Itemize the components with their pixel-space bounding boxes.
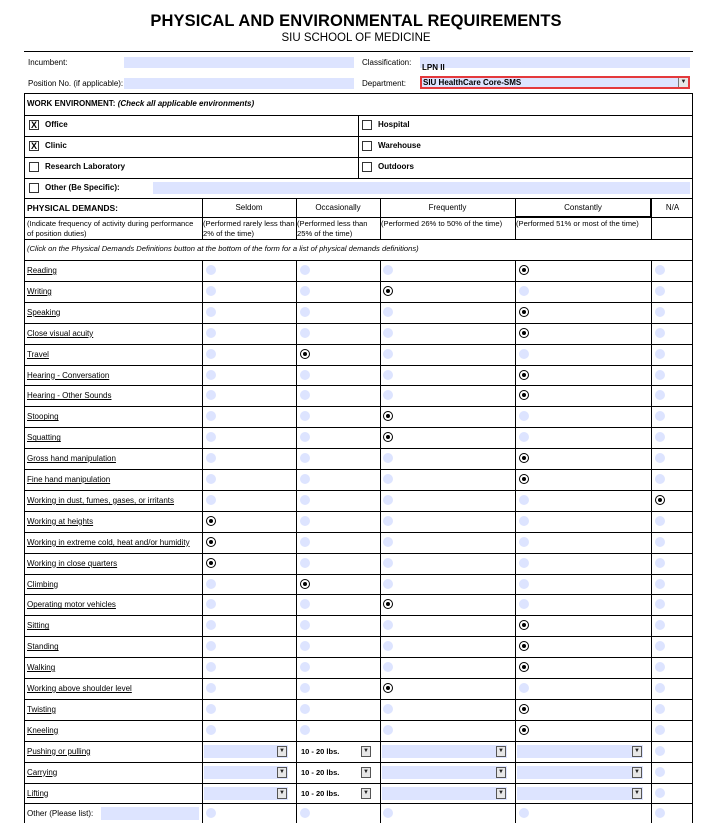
radio-seldom[interactable] xyxy=(206,537,216,547)
radio-na[interactable] xyxy=(655,641,665,651)
row-label: Close visual acuity xyxy=(27,328,94,338)
radio-frequently[interactable] xyxy=(383,495,393,505)
row-divider xyxy=(25,803,692,804)
row-label: Working in extreme cold, heat and/or humidity xyxy=(27,537,190,547)
checkbox-office[interactable]: X xyxy=(30,120,37,130)
row-divider xyxy=(25,678,692,679)
column-note: (Performed 26% to 50% of the time) xyxy=(381,219,503,228)
column-divider xyxy=(515,260,516,823)
requirements-grid xyxy=(24,93,693,823)
row-label: Pushing or pulling xyxy=(27,746,91,756)
chevron-down-icon[interactable]: ▼ xyxy=(361,788,371,799)
indicate-note: (Indicate frequency of activity during performance of position duties) xyxy=(27,219,194,238)
radio-frequently[interactable] xyxy=(383,537,393,547)
row-label: Squatting xyxy=(27,433,61,443)
radio-constantly[interactable] xyxy=(519,474,529,484)
classification-label: Classification: xyxy=(362,58,412,67)
radio-na[interactable] xyxy=(655,453,665,463)
radio-na[interactable] xyxy=(655,704,665,714)
row-label: Travel xyxy=(27,349,49,359)
chevron-down-icon[interactable]: ▼ xyxy=(632,788,642,799)
column-header-na: N/A xyxy=(665,203,680,212)
radio-na[interactable] xyxy=(655,579,665,589)
env-label: Hospital xyxy=(378,120,410,129)
radio-occasionally[interactable] xyxy=(300,599,310,609)
radio-na[interactable] xyxy=(655,725,665,735)
row-label: Twisting xyxy=(27,704,56,714)
radio-seldom[interactable] xyxy=(206,579,216,589)
row-divider xyxy=(25,657,692,658)
row-divider xyxy=(25,783,692,784)
row-divider xyxy=(25,490,692,491)
radio-constantly[interactable] xyxy=(519,286,529,296)
radio-na[interactable] xyxy=(655,788,665,798)
radio-frequently[interactable] xyxy=(383,683,393,693)
radio-constantly[interactable] xyxy=(519,620,529,630)
incumbent-label: Incumbent: xyxy=(28,58,68,67)
chevron-down-icon[interactable]: ▼ xyxy=(632,746,642,757)
chevron-down-icon[interactable]: ▼ xyxy=(496,788,506,799)
row-divider xyxy=(25,281,692,282)
radio-occasionally[interactable] xyxy=(300,620,310,630)
weight-select-frequently[interactable] xyxy=(382,745,507,758)
row-divider xyxy=(25,178,692,179)
radio-na[interactable] xyxy=(655,662,665,672)
radio-na[interactable] xyxy=(655,746,665,756)
radio-seldom[interactable] xyxy=(206,265,216,275)
row-divider xyxy=(25,594,692,595)
radio-constantly[interactable] xyxy=(519,390,529,400)
radio-na[interactable] xyxy=(655,411,665,421)
row-label: Speaking xyxy=(27,307,61,317)
radio-seldom[interactable] xyxy=(206,328,216,338)
radio-constantly[interactable] xyxy=(519,662,529,672)
radio-constantly[interactable] xyxy=(519,307,529,317)
row-label: Walking xyxy=(27,663,56,673)
row-label: Standing xyxy=(27,642,59,652)
row-divider xyxy=(25,448,692,449)
weight-select-seldom[interactable] xyxy=(204,745,288,758)
row-label: Working above shoulder level xyxy=(27,684,132,693)
radio-occasionally[interactable] xyxy=(300,558,310,568)
weight-select-constantly[interactable] xyxy=(517,787,643,800)
radio-constantly[interactable] xyxy=(519,411,529,421)
weight-select-seldom[interactable] xyxy=(204,766,288,779)
radio-seldom[interactable] xyxy=(206,370,216,380)
column-divider xyxy=(651,260,652,823)
column-header-frequently: Frequently xyxy=(428,203,467,212)
column-header-constantly: Constantly xyxy=(564,203,602,212)
radio-occasionally[interactable] xyxy=(300,286,310,296)
radio-na[interactable] xyxy=(655,474,665,484)
row-divider xyxy=(25,636,692,637)
form-subtitle: SIU SCHOOL OF MEDICINE xyxy=(281,32,431,44)
row-divider xyxy=(25,217,692,218)
position-field[interactable] xyxy=(124,78,354,89)
radio-constantly[interactable] xyxy=(519,265,529,275)
radio-na[interactable] xyxy=(655,370,665,380)
column-divider xyxy=(296,260,297,823)
radio-occasionally[interactable] xyxy=(300,704,310,714)
radio-seldom[interactable] xyxy=(206,307,216,317)
radio-constantly[interactable] xyxy=(519,641,529,651)
radio-occasionally[interactable] xyxy=(300,725,310,735)
radio-constantly[interactable] xyxy=(519,683,529,693)
column-note: (Performed 51% or most of the time) xyxy=(516,219,639,228)
row-divider xyxy=(25,260,692,261)
row-label: Gross hand manipulation xyxy=(27,454,116,464)
radio-frequently[interactable] xyxy=(383,370,393,380)
chevron-down-icon[interactable]: ▼ xyxy=(277,746,287,757)
radio-occasionally[interactable] xyxy=(300,265,310,275)
radio-occasionally[interactable] xyxy=(300,662,310,672)
row-label: Hearing - Conversation xyxy=(27,370,110,380)
radio-occasionally[interactable] xyxy=(300,516,310,526)
radio-frequently[interactable] xyxy=(383,286,393,296)
physical-demands-heading: PHYSICAL DEMANDS: xyxy=(27,203,118,213)
chevron-down-icon[interactable]: ▼ xyxy=(496,767,506,778)
definitions-note: (Click on the Physical Demands Definitions button at the bottom of the form for a list of physical demands definitions) xyxy=(27,244,419,253)
radio-na[interactable] xyxy=(655,432,665,442)
checkbox-other-be-specific[interactable] xyxy=(29,183,39,193)
radio-constantly[interactable] xyxy=(519,516,529,526)
env-label: Clinic xyxy=(45,141,67,150)
radio-constantly[interactable] xyxy=(519,599,529,609)
row-label: Stooping xyxy=(27,412,59,422)
radio-occasionally[interactable] xyxy=(300,411,310,421)
radio-na[interactable] xyxy=(655,516,665,526)
radio-other-frequently[interactable] xyxy=(383,808,393,818)
row-label: Fine hand manipulation xyxy=(27,475,111,484)
radio-seldom[interactable] xyxy=(206,704,216,714)
row-label: Carrying xyxy=(27,767,58,777)
radio-frequently[interactable] xyxy=(383,704,393,714)
radio-occasionally[interactable] xyxy=(300,349,310,359)
radio-occasionally[interactable] xyxy=(300,370,310,380)
checkbox-outdoors[interactable] xyxy=(362,162,372,172)
row-divider xyxy=(25,699,692,700)
radio-na[interactable] xyxy=(655,328,665,338)
weight-select-seldom[interactable] xyxy=(204,787,288,800)
radio-na[interactable] xyxy=(655,390,665,400)
row-label: Sitting xyxy=(27,621,50,631)
row-label: Lifting xyxy=(27,788,49,798)
row-divider xyxy=(25,762,692,763)
radio-seldom[interactable] xyxy=(206,453,216,463)
row-divider xyxy=(25,615,692,616)
classification-field[interactable] xyxy=(420,57,690,72)
radio-other-seldom[interactable] xyxy=(206,808,216,818)
column-divider xyxy=(202,260,203,823)
chevron-down-icon[interactable]: ▼ xyxy=(361,767,371,778)
row-label: Kneeling xyxy=(27,725,59,735)
row-divider xyxy=(25,385,692,386)
radio-occasionally[interactable] xyxy=(300,537,310,547)
radio-constantly[interactable] xyxy=(519,432,529,442)
radio-constantly[interactable] xyxy=(519,537,529,547)
checkbox-research-laboratory[interactable] xyxy=(29,162,39,172)
department-label: Department: xyxy=(362,79,407,88)
other-list-label: Other (Please list): xyxy=(27,809,94,819)
row-divider xyxy=(25,302,692,303)
row-label: Hearing - Other Sounds xyxy=(27,391,112,401)
radio-constantly[interactable] xyxy=(519,328,529,338)
chevron-down-icon[interactable]: ▼ xyxy=(678,78,688,87)
radio-seldom[interactable] xyxy=(206,411,216,421)
column-header-occasionally: Occasionally xyxy=(315,203,361,212)
radio-seldom[interactable] xyxy=(206,725,216,735)
env-label: Other (Be Specific): xyxy=(45,183,120,192)
row-divider xyxy=(25,406,692,407)
row-divider xyxy=(25,365,692,366)
radio-frequently[interactable] xyxy=(383,662,393,672)
env-label: Outdoors xyxy=(378,162,414,171)
column-divider xyxy=(358,115,359,178)
radio-frequently[interactable] xyxy=(383,432,393,442)
radio-constantly[interactable] xyxy=(519,453,529,463)
radio-frequently[interactable] xyxy=(383,307,393,317)
row-divider xyxy=(25,532,692,533)
radio-frequently[interactable] xyxy=(383,453,393,463)
row-divider xyxy=(25,553,692,554)
radio-na[interactable] xyxy=(655,495,665,505)
radio-seldom[interactable] xyxy=(206,599,216,609)
env-label: Warehouse xyxy=(378,141,421,150)
row-divider xyxy=(25,469,692,470)
radio-occasionally[interactable] xyxy=(300,328,310,338)
radio-seldom[interactable] xyxy=(206,516,216,526)
chevron-down-icon[interactable]: ▼ xyxy=(361,746,371,757)
radio-constantly[interactable] xyxy=(519,704,529,714)
radio-frequently[interactable] xyxy=(383,328,393,338)
radio-occasionally[interactable] xyxy=(300,683,310,693)
row-label: Working in dust, fumes, gases, or irritants xyxy=(27,495,175,505)
radio-frequently[interactable] xyxy=(383,641,393,651)
checkbox-warehouse[interactable] xyxy=(362,141,372,151)
radio-frequently[interactable] xyxy=(383,474,393,484)
department-select[interactable] xyxy=(420,76,690,89)
row-divider xyxy=(25,239,692,240)
classification-value: LPN II xyxy=(422,63,445,72)
radio-frequently[interactable] xyxy=(383,411,393,421)
row-divider xyxy=(25,323,692,324)
radio-frequently[interactable] xyxy=(383,579,393,589)
position-label: Position No. (if applicable): xyxy=(28,79,124,88)
radio-constantly[interactable] xyxy=(519,558,529,568)
env-label: Office xyxy=(45,120,68,129)
row-divider xyxy=(25,344,692,345)
incumbent-field[interactable] xyxy=(124,57,354,68)
chevron-down-icon[interactable]: ▼ xyxy=(496,746,506,757)
radio-occasionally[interactable] xyxy=(300,390,310,400)
other-list-field[interactable] xyxy=(101,807,199,820)
radio-frequently[interactable] xyxy=(383,558,393,568)
row-label: Working in close quarters xyxy=(27,558,118,568)
radio-other-na[interactable] xyxy=(655,808,665,818)
column-note: (Performed rarely less than 2% of the time) xyxy=(203,219,295,238)
radio-seldom[interactable] xyxy=(206,390,216,400)
radio-frequently[interactable] xyxy=(383,349,393,359)
radio-other-occasionally[interactable] xyxy=(300,808,310,818)
radio-occasionally[interactable] xyxy=(300,641,310,651)
radio-seldom[interactable] xyxy=(206,432,216,442)
radio-constantly[interactable] xyxy=(519,579,529,589)
weight-select-frequently[interactable] xyxy=(382,766,507,779)
radio-na[interactable] xyxy=(655,265,665,275)
radio-frequently[interactable] xyxy=(383,265,393,275)
weight-select-occasionally[interactable]: 10 - 20 lbs. ▼ xyxy=(298,745,372,758)
radio-frequently[interactable] xyxy=(383,599,393,609)
weight-select-occasionally[interactable]: 10 - 20 lbs. ▼ xyxy=(298,787,372,800)
radio-occasionally[interactable] xyxy=(300,579,310,589)
chevron-down-icon[interactable]: ▼ xyxy=(277,788,287,799)
radio-seldom[interactable] xyxy=(206,474,216,484)
radio-other-constantly[interactable] xyxy=(519,808,529,818)
radio-seldom[interactable] xyxy=(206,620,216,630)
row-label: Operating motor vehicles xyxy=(27,600,116,610)
radio-occasionally[interactable] xyxy=(300,432,310,442)
radio-na[interactable] xyxy=(655,537,665,547)
row-divider xyxy=(25,511,692,512)
row-label: Climbing xyxy=(27,579,59,589)
radio-occasionally[interactable] xyxy=(300,453,310,463)
radio-constantly[interactable] xyxy=(519,349,529,359)
radio-na[interactable] xyxy=(655,767,665,777)
column-note: (Performed less than 25% of the time) xyxy=(297,219,368,238)
radio-constantly[interactable] xyxy=(519,495,529,505)
radio-na[interactable] xyxy=(655,307,665,317)
row-divider xyxy=(25,741,692,742)
work-environment-heading: WORK ENVIRONMENT: (Check all applicable environments) xyxy=(27,99,255,108)
checkbox-hospital[interactable] xyxy=(362,120,372,130)
radio-occasionally[interactable] xyxy=(300,307,310,317)
radio-seldom[interactable] xyxy=(206,683,216,693)
radio-frequently[interactable] xyxy=(383,390,393,400)
column-divider xyxy=(380,260,381,823)
header-divider xyxy=(24,51,693,52)
radio-seldom[interactable] xyxy=(206,641,216,651)
weight-select-occasionally[interactable]: 10 - 20 lbs. ▼ xyxy=(298,766,372,779)
radio-frequently[interactable] xyxy=(383,725,393,735)
radio-na[interactable] xyxy=(655,558,665,568)
radio-constantly[interactable] xyxy=(519,725,529,735)
column-header-seldom: Seldom xyxy=(235,203,263,212)
checkbox-clinic[interactable]: X xyxy=(30,141,37,151)
form-title: PHYSICAL AND ENVIRONMENTAL REQUIREMENTS xyxy=(150,12,562,30)
radio-na[interactable] xyxy=(655,286,665,296)
chevron-down-icon[interactable]: ▼ xyxy=(277,767,287,778)
radio-seldom[interactable] xyxy=(206,662,216,672)
row-label: Writing xyxy=(27,286,52,296)
radio-na[interactable] xyxy=(655,599,665,609)
department-value: SIU HealthCare Core-SMS xyxy=(423,78,522,87)
radio-seldom[interactable] xyxy=(206,558,216,568)
chevron-down-icon[interactable]: ▼ xyxy=(632,767,642,778)
radio-seldom[interactable] xyxy=(206,495,216,505)
weight-select-constantly[interactable] xyxy=(517,745,643,758)
radio-na[interactable] xyxy=(655,349,665,359)
env-label: Research Laboratory xyxy=(45,162,126,171)
row-divider xyxy=(25,427,692,428)
radio-seldom[interactable] xyxy=(206,286,216,296)
weight-select-frequently[interactable] xyxy=(382,787,507,800)
row-label: Reading xyxy=(27,266,57,275)
weight-select-constantly[interactable] xyxy=(517,766,643,779)
radio-occasionally[interactable] xyxy=(300,474,310,484)
other-specific-field[interactable] xyxy=(153,182,690,194)
radio-constantly[interactable] xyxy=(519,370,529,380)
radio-frequently[interactable] xyxy=(383,620,393,630)
row-label: Working at heights xyxy=(27,516,94,526)
radio-occasionally[interactable] xyxy=(300,495,310,505)
radio-na[interactable] xyxy=(655,620,665,630)
row-divider xyxy=(25,574,692,575)
radio-seldom[interactable] xyxy=(206,349,216,359)
radio-frequently[interactable] xyxy=(383,516,393,526)
radio-na[interactable] xyxy=(655,683,665,693)
row-divider xyxy=(25,720,692,721)
